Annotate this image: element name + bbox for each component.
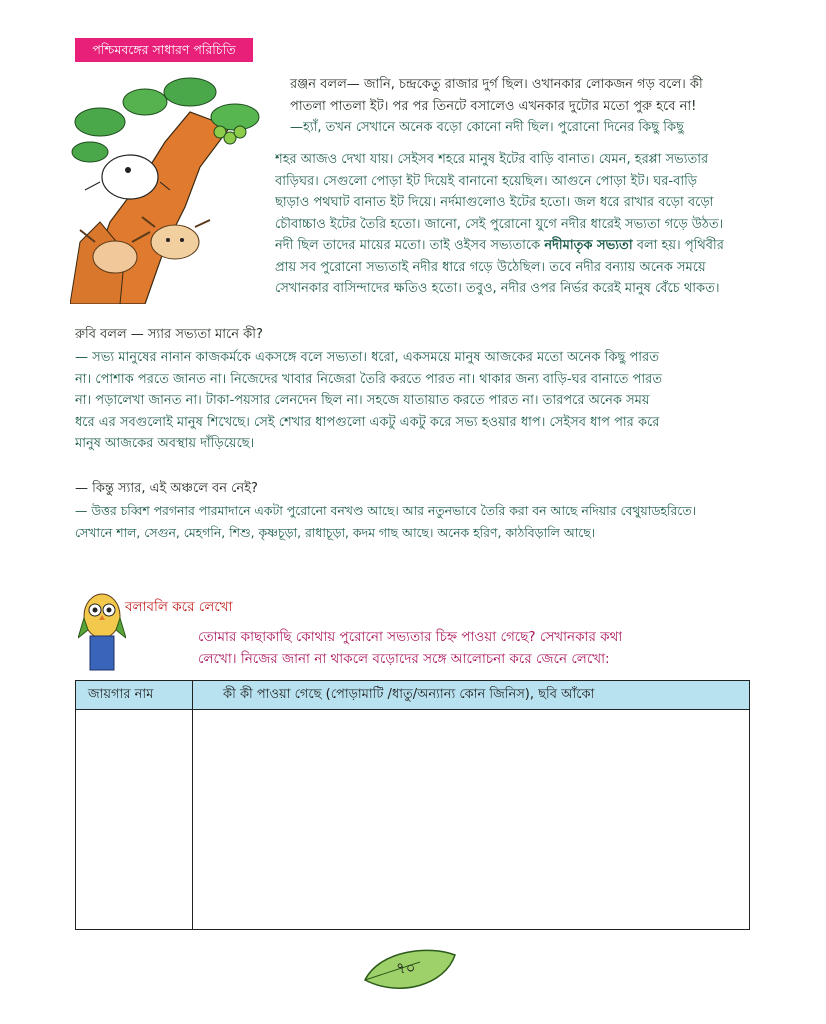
para1-line8-c: বলা হয়। পৃথিবীর xyxy=(632,238,724,253)
answer-civilization xyxy=(75,347,760,455)
question-ruby xyxy=(75,324,755,346)
col-findings: কী কী পাওয়া গেছে (পোড়ামাটি /ধাতু/অন্যান্য কোন জিনিস), ছবি আঁকো xyxy=(193,681,750,710)
paragraph-teacher-answer xyxy=(290,117,760,139)
activity-prompt xyxy=(198,626,622,670)
activity-prompt-line2: লেখো। নিজের জানা না থাকলে বড়োদের সঙ্গে আলোচনা করে জেনে লেখো: xyxy=(198,651,610,667)
para1-line8 xyxy=(275,235,755,257)
activity-heading: বলাবলি করে লেখো xyxy=(125,599,233,615)
activity-prompt-line1: তোমার কাছাকাছি কোথায় পুরোনো সভ্যতার চিহ্ন পাওয়া গেছে? সেখানকার কথা xyxy=(198,629,623,645)
answer1-line3: না। পড়ালেখা জানত না। টাকা-পয়সার লেনদেন ছিল না। সহজে যাতায়াত করতে পারত না। তারপরে অনেক সময় xyxy=(75,393,650,408)
question1-text: রুবি বলল — স্যার সভ্যতা মানে কী? xyxy=(75,327,263,342)
term-river-civilization: নদীমাতৃক সভ্যতা xyxy=(544,238,633,253)
para1-line5: বাড়িঘর। সেগুলো পোড়া ইট দিয়েই বানানো হয়েছিল। আগুনে পোড়া ইট। ঘর-বাড়ি xyxy=(275,173,698,189)
activity-table xyxy=(75,680,750,930)
question2-text: — কিন্তু স্যার, এই অঞ্চলে বন নেই? xyxy=(75,481,258,496)
findings-cell[interactable] xyxy=(193,710,750,930)
place-name-cell[interactable] xyxy=(76,710,193,930)
tree-owl-deer-illustration xyxy=(70,72,285,304)
para1-line2: পাতলা পাতলা ইট। পর পর তিনটে বসালেও এখনকার দুটোর মতো পুরু হবে না! xyxy=(290,98,697,114)
para1-line3: —হ্যাঁ, তখন সেখানে অনেক বড়ো কোনো নদী ছিল। পুরোনো দিনের কিছু কিছু xyxy=(290,120,684,135)
para1-line6: ছাড়াও পথঘাট বানাত ইট দিয়ে। নর্দমাগুলোও ইটের হতো। জল ধরে রাখার বড়ো বড়ো xyxy=(275,195,714,210)
col-place-name: জায়গার নাম xyxy=(76,681,193,710)
para1-line8-a: নদী ছিল তাদের মায়ের মতো। তাই ওইসব সভ্যতাকে xyxy=(275,238,545,253)
paragraph-ranjan xyxy=(290,74,760,117)
answer2-line2: সেখানে শাল, সেগুন, মেহগনি, শিশু, কৃষ্ণচূড়া, রাধাচূড়া, কদম গাছ আছে। অনেক হরিণ, কাঠবিড়ালি আছে। xyxy=(75,524,596,540)
para1-line9: প্রায় সব পুরোনো সভ্যতাই নদীর ধারে গড়ে উঠেছিল। তবে নদীর বন্যায় অনেক সময়ে xyxy=(275,259,706,275)
para1-line10: সেখানকার বাসিন্দাদের ক্ষতিও হতো। তবুও, নদীর ওপর নির্ভর করেই মানুষ বেঁচে থাকত। xyxy=(275,281,720,296)
para1-line4: শহর আজও দেখা যায়। সেইসব শহরে মানুষ ইটের বাড়ি বানাত। যেমন, হরপ্পা সভ্যতার xyxy=(275,152,709,167)
paragraph-teacher-cont xyxy=(275,149,755,300)
para1-line1: রঞ্জন বলল— জানি, চন্দ্রকেতু রাজার দুর্গ ছিল। ওখানকার লোকজন গড় বলে। কী xyxy=(290,77,703,92)
table-header-row xyxy=(76,681,750,710)
page-number: ৭০ xyxy=(396,959,416,977)
answer-forest xyxy=(75,500,760,543)
answer2-line1: — উত্তর চব্বিশ পরগনার পারমাদানে একটা পুরোনো বনখণ্ড আছে। আর নতুনভাবে তৈরি করা বন আছে নদিয়ার বেথুয়াডহরিতে। xyxy=(75,503,696,518)
answer1-line5: মানুষ আজকের অবস্থায় দাঁড়িয়েছে। xyxy=(75,436,255,451)
table-row xyxy=(76,710,750,930)
owl-icon xyxy=(78,588,126,674)
answer1-line2: না। পোশাক পরতে জানত না। নিজেদের খাবার নিজেরা তৈরি করতে পারত না। থাকার জন্য বাড়ি-ঘর বানাতে পারত xyxy=(75,371,663,387)
answer1-line4: ধরে এর সবগুলোই মানুষ শিখেছে। সেই শেখার ধাপগুলো একটু একটু করে সভ্য হওয়ার ধাপ। সেইসব ধাপ পার করে xyxy=(75,414,660,430)
para1-line7: চৌবাচ্চাও ইটের তৈরি হতো। জানো, সেই পুরোনো যুগে নদীর ধারেই সভ্যতা গড়ে উঠত। xyxy=(275,216,724,232)
answer1-line1: — সভ্য মানুষের নানান কাজকর্মকে একসঙ্গে বলে সভ্যতা। ধরো, একসময়ে মানুষ আজকের মতো অনেক কিছু পারত xyxy=(75,350,659,365)
question-forest xyxy=(75,478,755,500)
chapter-header-tag: পশ্চিমবঙ্গের সাধারণ পরিচিতি xyxy=(75,38,253,62)
